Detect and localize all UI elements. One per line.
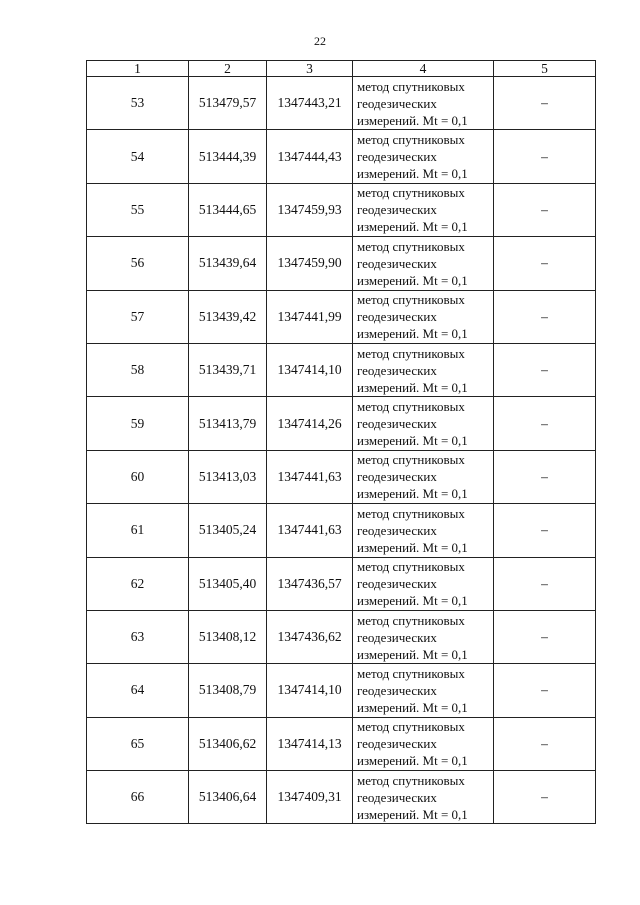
method-cell bbox=[353, 77, 494, 130]
header-row bbox=[87, 61, 596, 77]
method-line: геодезических bbox=[357, 362, 437, 378]
x-coordinate-cell: 513405,24 bbox=[189, 504, 267, 557]
note-cell: – bbox=[494, 717, 596, 770]
method-line: измерений. Mt = 0,1 bbox=[357, 166, 468, 182]
y-coordinate-cell: 1347441,63 bbox=[267, 504, 353, 557]
method-line: метод спутниковых bbox=[357, 78, 465, 94]
method-line: измерений. Mt = 0,1 bbox=[357, 539, 468, 555]
method-line: измерений. Mt = 0,1 bbox=[357, 593, 468, 609]
method-line: измерений. Mt = 0,1 bbox=[357, 806, 468, 822]
y-coordinate-cell: 1347414,13 bbox=[267, 717, 353, 770]
table-row bbox=[87, 237, 596, 290]
x-coordinate-cell: 513444,39 bbox=[189, 130, 267, 183]
table-row bbox=[87, 450, 596, 503]
table-body bbox=[87, 77, 596, 824]
method-line: измерений. Mt = 0,1 bbox=[357, 219, 468, 235]
method-line: измерений. Mt = 0,1 bbox=[357, 646, 468, 662]
note-cell: – bbox=[494, 343, 596, 396]
note-cell: – bbox=[494, 504, 596, 557]
table-row bbox=[87, 504, 596, 557]
point-number-cell: 62 bbox=[87, 557, 189, 610]
note-cell: – bbox=[494, 237, 596, 290]
x-coordinate-cell: 513444,65 bbox=[189, 183, 267, 236]
method-cell bbox=[353, 450, 494, 503]
method-line: геодезических bbox=[357, 255, 437, 271]
point-number-cell: 63 bbox=[87, 610, 189, 663]
y-coordinate-cell: 1347441,63 bbox=[267, 450, 353, 503]
note-cell: – bbox=[494, 664, 596, 717]
point-number-cell: 57 bbox=[87, 290, 189, 343]
method-cell bbox=[353, 557, 494, 610]
table-row bbox=[87, 771, 596, 824]
method-cell bbox=[353, 664, 494, 717]
method-line: измерений. Mt = 0,1 bbox=[357, 699, 468, 715]
method-cell bbox=[353, 183, 494, 236]
table-row bbox=[87, 717, 596, 770]
note-cell: – bbox=[494, 130, 596, 183]
x-coordinate-cell: 513479,57 bbox=[189, 77, 267, 130]
table-row bbox=[87, 343, 596, 396]
y-coordinate-cell: 1347443,21 bbox=[267, 77, 353, 130]
table-row bbox=[87, 130, 596, 183]
note-cell: – bbox=[494, 290, 596, 343]
table-row bbox=[87, 183, 596, 236]
method-cell bbox=[353, 237, 494, 290]
method-cell bbox=[353, 610, 494, 663]
x-coordinate-cell: 513405,40 bbox=[189, 557, 267, 610]
x-coordinate-cell: 513408,12 bbox=[189, 610, 267, 663]
y-coordinate-cell: 1347414,10 bbox=[267, 343, 353, 396]
point-number-cell: 58 bbox=[87, 343, 189, 396]
y-coordinate-cell: 1347459,90 bbox=[267, 237, 353, 290]
method-line: метод спутниковых bbox=[357, 399, 465, 415]
method-line: геодезических bbox=[357, 95, 437, 111]
method-line: метод спутниковых bbox=[357, 132, 465, 148]
point-number-cell: 53 bbox=[87, 77, 189, 130]
method-line: геодезических bbox=[357, 736, 437, 752]
method-line: геодезических bbox=[357, 629, 437, 645]
method-cell bbox=[353, 290, 494, 343]
method-line: геодезических bbox=[357, 576, 437, 592]
x-coordinate-cell: 513413,79 bbox=[189, 397, 267, 450]
x-coordinate-cell: 513406,64 bbox=[189, 771, 267, 824]
method-cell bbox=[353, 771, 494, 824]
method-line: измерений. Mt = 0,1 bbox=[357, 433, 468, 449]
method-line: измерений. Mt = 0,1 bbox=[357, 379, 468, 395]
x-coordinate-cell: 513439,71 bbox=[189, 343, 267, 396]
point-number-cell: 56 bbox=[87, 237, 189, 290]
method-line: геодезических bbox=[357, 789, 437, 805]
x-coordinate-cell: 513408,79 bbox=[189, 664, 267, 717]
method-line: метод спутниковых bbox=[357, 772, 465, 788]
table-row bbox=[87, 557, 596, 610]
method-cell bbox=[353, 130, 494, 183]
y-coordinate-cell: 1347414,26 bbox=[267, 397, 353, 450]
point-number-cell: 66 bbox=[87, 771, 189, 824]
y-coordinate-cell: 1347436,57 bbox=[267, 557, 353, 610]
table-row bbox=[87, 77, 596, 130]
note-cell: – bbox=[494, 771, 596, 824]
column-header-2: 2 bbox=[189, 61, 267, 77]
table-row bbox=[87, 397, 596, 450]
y-coordinate-cell: 1347436,62 bbox=[267, 610, 353, 663]
method-line: метод спутниковых bbox=[357, 238, 465, 254]
method-line: метод спутниковых bbox=[357, 612, 465, 628]
point-number-cell: 65 bbox=[87, 717, 189, 770]
x-coordinate-cell: 513439,42 bbox=[189, 290, 267, 343]
point-number-cell: 60 bbox=[87, 450, 189, 503]
y-coordinate-cell: 1347444,43 bbox=[267, 130, 353, 183]
note-cell: – bbox=[494, 450, 596, 503]
method-line: геодезических bbox=[357, 202, 437, 218]
method-line: геодезических bbox=[357, 469, 437, 485]
table-row bbox=[87, 290, 596, 343]
method-line: метод спутниковых bbox=[357, 665, 465, 681]
coordinates-table bbox=[86, 60, 596, 824]
method-line: метод спутниковых bbox=[357, 345, 465, 361]
column-header-3: 3 bbox=[267, 61, 353, 77]
method-cell bbox=[353, 717, 494, 770]
page-number: 22 bbox=[314, 34, 326, 48]
point-number-cell: 59 bbox=[87, 397, 189, 450]
note-cell: – bbox=[494, 397, 596, 450]
method-line: метод спутниковых bbox=[357, 185, 465, 201]
method-line: геодезических bbox=[357, 522, 437, 538]
note-cell: – bbox=[494, 610, 596, 663]
note-cell: – bbox=[494, 183, 596, 236]
method-line: измерений. Mt = 0,1 bbox=[357, 112, 468, 128]
point-number-cell: 61 bbox=[87, 504, 189, 557]
note-cell: – bbox=[494, 77, 596, 130]
method-cell bbox=[353, 504, 494, 557]
method-line: метод спутниковых bbox=[357, 292, 465, 308]
column-header-4: 4 bbox=[353, 61, 494, 77]
point-number-cell: 54 bbox=[87, 130, 189, 183]
y-coordinate-cell: 1347441,99 bbox=[267, 290, 353, 343]
method-line: геодезических bbox=[357, 309, 437, 325]
column-header-1: 1 bbox=[87, 61, 189, 77]
point-number-cell: 55 bbox=[87, 183, 189, 236]
method-line: геодезических bbox=[357, 682, 437, 698]
column-header-5: 5 bbox=[494, 61, 596, 77]
method-line: измерений. Mt = 0,1 bbox=[357, 753, 468, 769]
method-line: метод спутниковых bbox=[357, 719, 465, 735]
y-coordinate-cell: 1347459,93 bbox=[267, 183, 353, 236]
x-coordinate-cell: 513439,64 bbox=[189, 237, 267, 290]
note-cell: – bbox=[494, 557, 596, 610]
method-cell bbox=[353, 397, 494, 450]
method-line: измерений. Mt = 0,1 bbox=[357, 272, 468, 288]
method-line: метод спутниковых bbox=[357, 505, 465, 521]
y-coordinate-cell: 1347414,10 bbox=[267, 664, 353, 717]
point-number-cell: 64 bbox=[87, 664, 189, 717]
method-line: метод спутниковых bbox=[357, 559, 465, 575]
method-cell bbox=[353, 343, 494, 396]
method-line: геодезических bbox=[357, 416, 437, 432]
table-row bbox=[87, 664, 596, 717]
x-coordinate-cell: 513406,62 bbox=[189, 717, 267, 770]
method-line: измерений. Mt = 0,1 bbox=[357, 326, 468, 342]
method-line: метод спутниковых bbox=[357, 452, 465, 468]
method-line: измерений. Mt = 0,1 bbox=[357, 486, 468, 502]
y-coordinate-cell: 1347409,31 bbox=[267, 771, 353, 824]
x-coordinate-cell: 513413,03 bbox=[189, 450, 267, 503]
method-line: геодезических bbox=[357, 149, 437, 165]
table-row bbox=[87, 610, 596, 663]
